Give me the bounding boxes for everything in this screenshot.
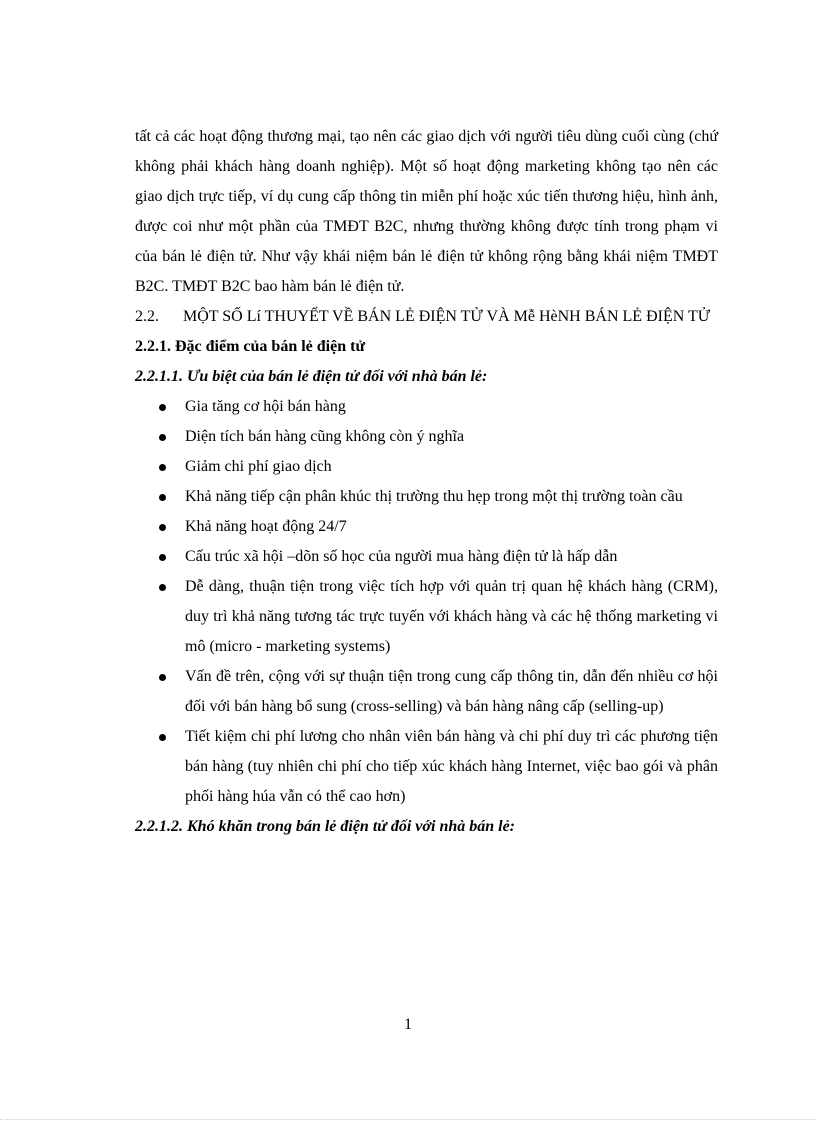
sub-subsection-heading-advantages: 2.2.1.1. Ưu biệt của bán lẻ điện tử đối với nhà bán lẻ:	[135, 368, 488, 385]
advantages-list	[135, 392, 718, 812]
bullet-icon	[159, 674, 166, 681]
page-number: 1	[404, 1016, 412, 1033]
list-item	[135, 722, 718, 812]
section-title: MỘT SỐ Lí THUYẾT VỀ BÁN LẺ ĐIỆN TỬ VÀ Mễ HèNH BÁN LẺ ĐIỆN TỬ	[183, 308, 711, 325]
list-item-text: Dễ dàng, thuận tiện trong việc tích hợp với quản trị quan hệ khách hàng (CRM), duy trì khả năng tương tác trực tuyến với khách hàng và các hệ thống marketing vi mô (micro - marketing systems)	[185, 578, 718, 655]
bullet-icon	[159, 554, 166, 561]
list-item	[135, 482, 718, 512]
list-item	[135, 392, 718, 422]
list-item-text: Khả năng hoạt động 24/7	[185, 518, 347, 535]
list-item-text: Cấu trúc xã hội –dõn số học của người mua hàng điện tử là hấp dẫn	[185, 548, 618, 565]
bullet-icon	[159, 434, 166, 441]
section-number: 2.2.	[135, 308, 159, 325]
intro-paragraph: tất cả các hoạt động thương mại, tạo nên các giao dịch với người tiêu dùng cuối cùng (chứ không phải khách hàng doanh nghiệp). Một số hoạt động marketing không tạo nên các giao dịch trực tiếp, ví dụ cung cấp thông tin miễn phí hoặc xúc tiến thương hiệu, hình ảnh, được coi như một phần của TMĐT B2C, nhưng thường không được tính trong phạm vi của bán lẻ điện tử. Như vậy khái niệm bán lẻ điện tử không rộng bằng khái niệm TMĐT B2C. TMĐT B2C bao hàm bán lẻ điện tử.	[135, 128, 718, 295]
bullet-icon	[159, 584, 166, 591]
list-item-text: Giảm chi phí giao dịch	[185, 458, 332, 475]
list-item-text: Khả năng tiếp cận phân khúc thị trường thu hẹp trong một thị trường toàn cầu	[185, 488, 683, 505]
list-item-text: Diện tích bán hàng cũng không còn ý nghĩa	[185, 428, 465, 445]
list-item	[135, 512, 718, 542]
bullet-icon	[159, 734, 166, 741]
bullet-icon	[159, 494, 166, 501]
list-item-text: Vấn đề trên, cộng với sự thuận tiện trong cung cấp thông tin, dẫn đến nhiều cơ hội đối với bán hàng bổ sung (cross-selling) và bán hàng nâng cấp (selling-up)	[185, 668, 718, 715]
page-bottom-divider	[0, 1119, 816, 1120]
list-item	[135, 422, 718, 452]
list-item	[135, 572, 718, 662]
list-item-text: Tiết kiệm chi phí lương cho nhân viên bán hàng và chi phí duy trì các phương tiện bán hàng (tuy nhiên chi phí cho tiếp xúc khách hàng Internet, việc bao gói và phân phối hàng húa vẫn có thể cao hơn)	[185, 728, 718, 805]
list-item	[135, 542, 718, 572]
page-content	[135, 122, 718, 842]
bullet-icon	[159, 524, 166, 531]
section-heading	[135, 302, 718, 332]
bullet-icon	[159, 404, 166, 411]
list-item	[135, 662, 718, 722]
list-item	[135, 452, 718, 482]
list-item-text: Gia tăng cơ hội bán hàng	[185, 398, 346, 415]
bullet-icon	[159, 464, 166, 471]
sub-subsection-heading-difficulties: 2.2.1.2. Khó khăn trong bán lẻ điện tử đối với nhà bán lẻ:	[135, 818, 516, 835]
subsection-heading: 2.2.1. Đặc điểm của bán lẻ điện tử	[135, 338, 366, 355]
